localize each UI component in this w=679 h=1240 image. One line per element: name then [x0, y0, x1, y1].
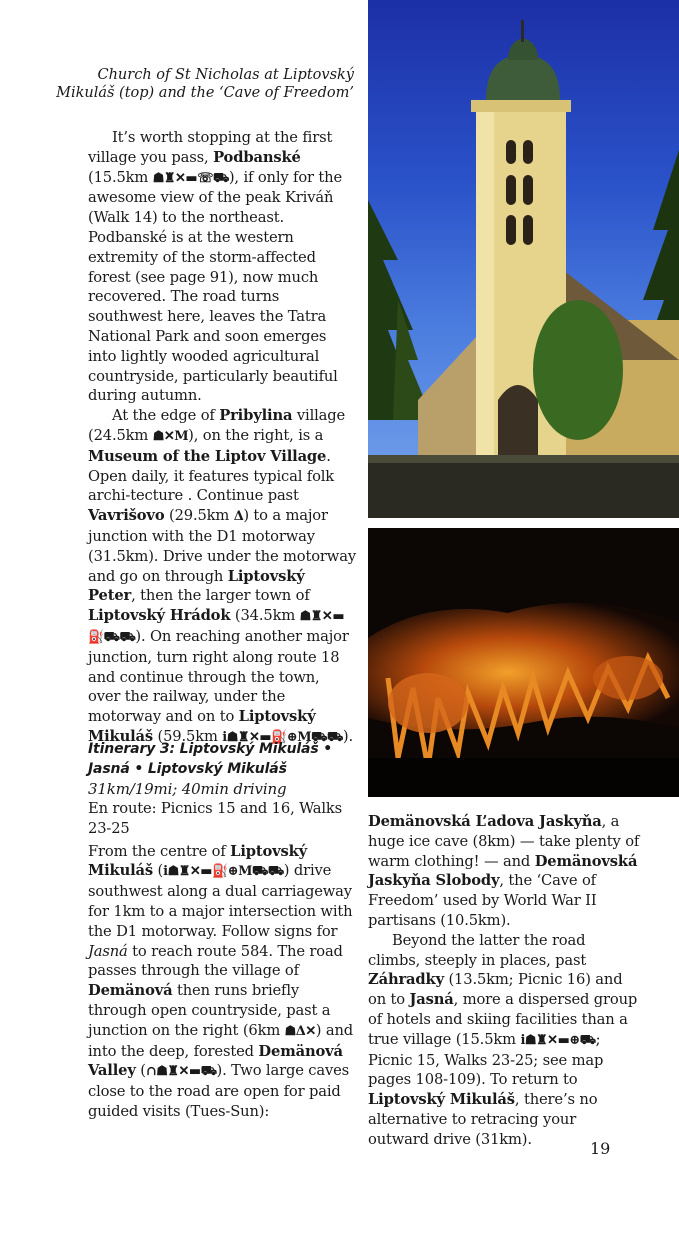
facility-symbols-icon: ☗✕M	[152, 428, 189, 444]
facility-symbols-icon: ☗♜✕▬⛽⛟⛟	[88, 609, 345, 645]
window	[506, 175, 516, 205]
place-name: Liptovský Hrádok	[88, 607, 231, 625]
text: village (24.5km	[88, 407, 346, 444]
church-photo	[368, 0, 679, 518]
text: ).	[342, 727, 353, 745]
window	[523, 140, 533, 164]
paragraph-caves	[368, 812, 640, 931]
text: to reach route 584. The road passes through the village of	[88, 942, 343, 980]
tower-cornice	[471, 100, 571, 112]
text: , then the larger town of	[131, 587, 310, 605]
itinerary-block	[88, 740, 358, 1122]
window	[523, 175, 533, 205]
text: , there’s no alternative to retracing your outward drive (31km).	[368, 1091, 598, 1148]
place-name: Liptovský Peter	[88, 567, 305, 605]
facility-symbols-icon: i☗♜✕▬⛽⊕M⛟⛟	[163, 864, 284, 880]
place-name: Demänovská Jaskyňa Slobody	[368, 852, 638, 890]
dome	[486, 55, 560, 100]
text: Beyond the latter the road climbs, steeply in places, past	[368, 931, 587, 969]
itinerary-distance: 31km/19mi; 40min driving	[88, 780, 287, 798]
text: , more a dispersed group of hotels and skiing facilities than a true village (15.5km	[368, 991, 638, 1048]
place-name: Museum of the Liptov Village	[88, 447, 327, 465]
ground	[368, 455, 679, 518]
text: At the edge of	[112, 407, 220, 425]
place-name-italic: Jasná	[88, 942, 128, 960]
text: (29.5km	[164, 507, 234, 525]
right-column	[368, 812, 640, 1150]
nave-left	[418, 335, 478, 460]
facility-symbols-icon: ∩☗♜✕▬⛟	[145, 1064, 217, 1080]
paragraph-pribylina	[88, 406, 356, 748]
text: ), if only for the awesome view of the peak Kriváň (Walk 14) to the northeast. Podbanské is at the western extremity of the storm-affected forest (see page 91), now much recovered. The road turns southwest here, leaves the Tatra National Park and soon emerges into lightly wooded agricultural countryside, particularly beautiful during autumn.	[88, 168, 343, 405]
itinerary-title: Itinerary 3: Liptovský Mikuláš • Jasná • Liptovský Mikuláš	[88, 741, 333, 777]
caption-line-2: Mikuláš (top) and the ‘Cave of Freedom’	[56, 85, 354, 101]
text: ; Picnic 15, Walks 23-25; see map pages 108-109). To return to	[368, 1030, 604, 1089]
place-name: Záhradky	[368, 971, 444, 989]
facility-symbols-icon: ☗Δ✕	[284, 1023, 316, 1039]
facility-symbols-icon: ☗♜✕▬☏⛟	[152, 170, 229, 186]
text: (15.5km	[88, 168, 153, 186]
paragraph-itinerary-route	[88, 842, 358, 1122]
place-name: Demänová	[88, 982, 173, 1000]
text: ). On reaching another major junction, turn right along route 18 and continue through the town, over the railway, under the motorway and on to	[88, 627, 349, 726]
text: It’s worth stopping at the first village you pass,	[88, 129, 333, 166]
cave-photo	[368, 528, 679, 797]
text: then runs briefly through open countryside, past a junction on the right (6km	[88, 982, 331, 1039]
place-name: Liptovský Mikuláš	[88, 842, 308, 880]
place-name: Podbanské	[213, 148, 301, 166]
cave-floor	[368, 758, 679, 797]
text: , the ‘Cave of Freedom’ used by World War II partisans (10.5km).	[368, 872, 597, 929]
facility-symbols-icon: i☗♜✕▬⛽⊕M⛟⛟	[222, 729, 343, 745]
place-name: Liptovský Mikuláš	[368, 1091, 515, 1109]
tree-front	[533, 300, 623, 440]
text: From the centre of	[88, 842, 231, 860]
text: , a huge ice cave (8km) — take plenty of warm clothing! — and	[368, 813, 640, 870]
cross	[521, 20, 524, 42]
window	[506, 140, 516, 164]
window	[506, 215, 516, 245]
text: (34.5km	[230, 607, 300, 625]
text: ) and into the deep, forested	[88, 1021, 354, 1060]
cave-illustration	[368, 528, 679, 797]
caption-line-1: Church of St Nicholas at Liptovský	[97, 67, 354, 83]
text: ) to a major junction with the D1 motorway (31.5km). Drive under the motorway and go on through	[88, 507, 356, 585]
text: ) drive southwest along a dual carriageway for 1km to a major intersection with the D1 motorway. Follow signs for	[88, 862, 353, 940]
text: ). Two large caves close to the road are open for paid guided visits (Tues-Sun):	[88, 1062, 350, 1120]
doorway	[498, 385, 538, 460]
itinerary-en-route: En route: Picnics 15 and 16, Walks 23-25	[88, 800, 343, 837]
text: . Open daily, it features typical folk archi-tecture . Continue past	[88, 447, 335, 505]
page-number: 19	[590, 1139, 611, 1158]
text: (	[135, 1062, 146, 1080]
place-name: Pribylina	[219, 407, 293, 425]
left-column	[88, 128, 356, 748]
place-name: Liptovský Mikuláš	[88, 708, 316, 745]
place-name: Vavrišovo	[88, 507, 165, 525]
text: (13.5km; Picnic 16) and on to	[368, 971, 623, 1009]
place-name: Demänová Valley	[88, 1042, 343, 1080]
paragraph-podbanske	[88, 128, 356, 406]
glow-right	[593, 656, 663, 700]
glow-left	[388, 673, 468, 733]
paragraph-jasna	[368, 931, 640, 1150]
place-name: Demänovská L’adova Jaskyňa	[368, 813, 602, 830]
tower-highlight	[476, 108, 494, 460]
text: ), on the right, is a	[188, 426, 324, 444]
text: (	[153, 862, 164, 880]
place-name: Jasná	[409, 991, 454, 1009]
window	[523, 215, 533, 245]
pavement	[368, 455, 679, 463]
text: (59.5km	[153, 727, 223, 745]
photo-caption	[54, 66, 354, 102]
facility-symbols-icon: Δ	[233, 509, 244, 525]
church-illustration	[368, 0, 679, 518]
facility-symbols-icon: i☗♜✕▬⊕⛟	[520, 1032, 596, 1048]
